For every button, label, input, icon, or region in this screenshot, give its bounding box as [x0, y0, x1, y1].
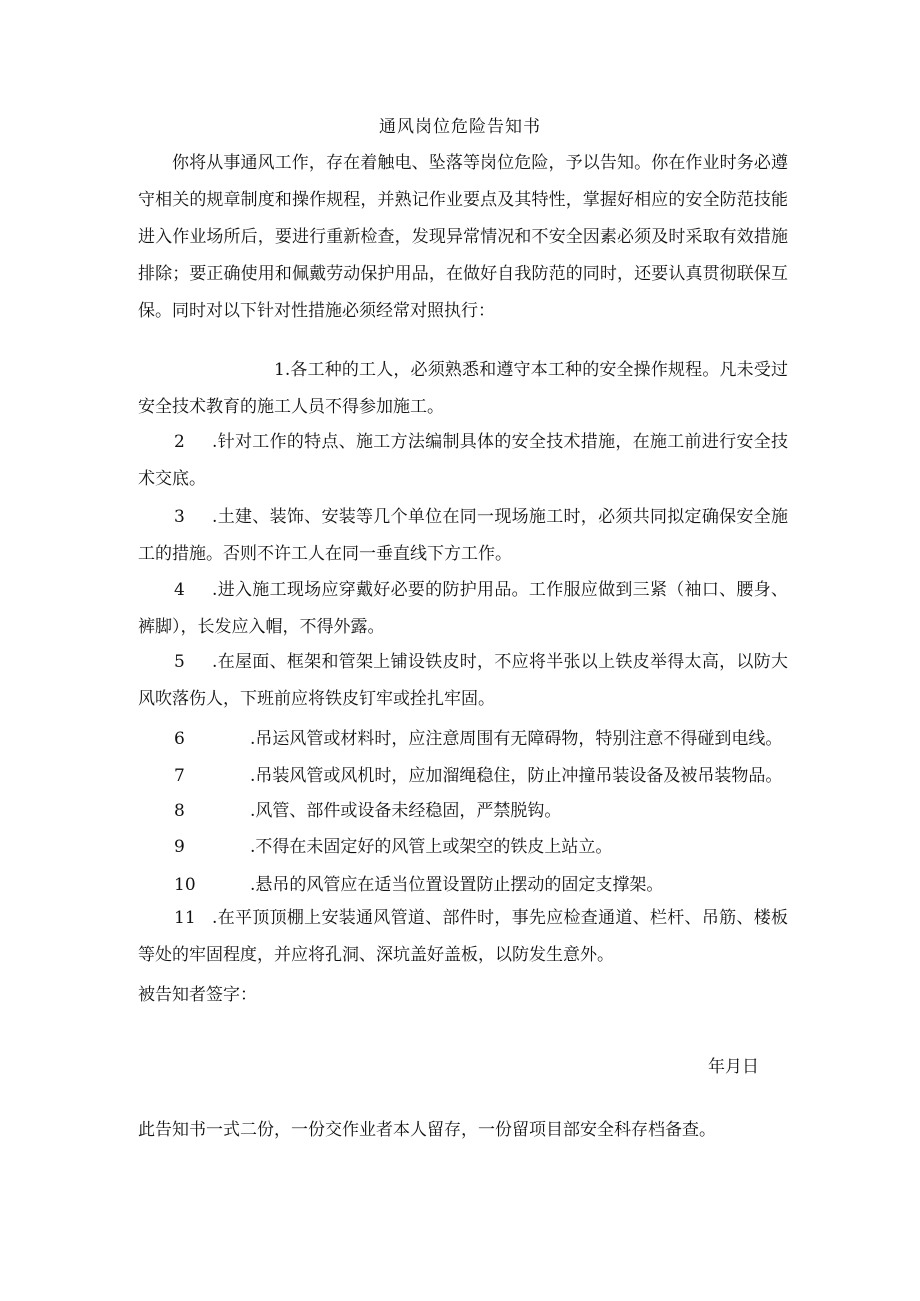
item-number: 5 [174, 652, 185, 672]
item-number: 3 [174, 507, 185, 527]
list-item [138, 499, 788, 573]
list-item [174, 761, 782, 786]
item-number: 7 [174, 766, 185, 786]
intro-paragraph: 你将从事通风工作，存在着触电、坠落等岗位危险，予以告知。你在作业时务必遵守相关的规章制度和操作规程，并熟记作业要点及其特性，掌握好相应的安全防范技能进入作业场所后，要进行重新检查，发现异常情况和不安全因素必须及时采取有效措施排除；要正确使用和佩戴劳动保护用品，在做好自我防范的同时，还要认真贯彻联保互保。同时对以下针对性措施必须经常对照执行： [138, 153, 788, 321]
date-label: 年月日 [708, 1057, 759, 1077]
item-number: 11 [174, 908, 196, 928]
item-text: .针对工作的特点、施工方法编制具体的安全技术措施，在施工前进行安全技术交底。 [138, 432, 788, 489]
list-item [174, 724, 782, 749]
item-text: .悬吊的风管应在适当位置设置防止摆动的固定支撑架。 [250, 875, 664, 895]
item-text: .在屋面、框架和管架上铺设铁皮时，不应将半张以上铁皮举得太高，以防大风吹落伤人，下班前应将铁皮钉牢或拴扎牢固。 [138, 652, 788, 709]
list-item [138, 572, 788, 646]
list-item [138, 644, 788, 718]
signature-label: 被告知者签字： [138, 985, 257, 1005]
item-text: .不得在未固定好的风管上或架空的铁皮上站立。 [250, 837, 613, 857]
item-text: .土建、装饰、安装等几个单位在同一现场施工时，必须共同拟定确保安全施工的措施。否则不许工人在同一垂直线下方工作。 [138, 507, 788, 564]
list-item [174, 870, 663, 895]
item-number: 8 [174, 801, 185, 821]
list-item [138, 352, 788, 426]
item-text: .各工种的工人，必须熟悉和遵守本工种的安全操作规程。凡未受过安全技术教育的施工人员不得参加施工。 [138, 360, 788, 417]
list-item [138, 900, 788, 974]
item-number: 9 [174, 837, 185, 857]
item-number: 1 [274, 360, 285, 380]
item-number: 4 [174, 580, 185, 600]
item-number: 6 [174, 729, 185, 749]
footer-note: 此告知书一式二份，一份交作业者本人留存，一份留项目部安全科存档备查。 [138, 1120, 716, 1140]
list-item [174, 832, 612, 857]
list-item [174, 796, 561, 821]
item-text: .吊装风管或风机时，应加溜绳稳住，防止冲撞吊装设备及被吊装物品。 [250, 766, 783, 786]
item-text: .风管、部件或设备未经稳固，严禁脱钩。 [250, 801, 562, 821]
item-text: .进入施工现场应穿戴好必要的防护用品。工作服应做到三紧（袖口、腰身、裤脚），长发应入帽，不得外露。 [138, 580, 788, 637]
list-item [138, 424, 788, 498]
item-text: .吊运风管或材料时，应注意周围有无障碍物，特别注意不得碰到电线。 [250, 729, 783, 749]
item-number: 10 [174, 875, 196, 895]
page-title: 通风岗位危险告知书 [379, 117, 541, 137]
item-text: .在平顶顶棚上安装通风管道、部件时，事先应检查通道、栏杆、吊筋、楼板等处的牢固程度，并应将孔洞、深坑盖好盖板，以防发生意外。 [138, 908, 788, 965]
item-number: 2 [174, 432, 185, 452]
